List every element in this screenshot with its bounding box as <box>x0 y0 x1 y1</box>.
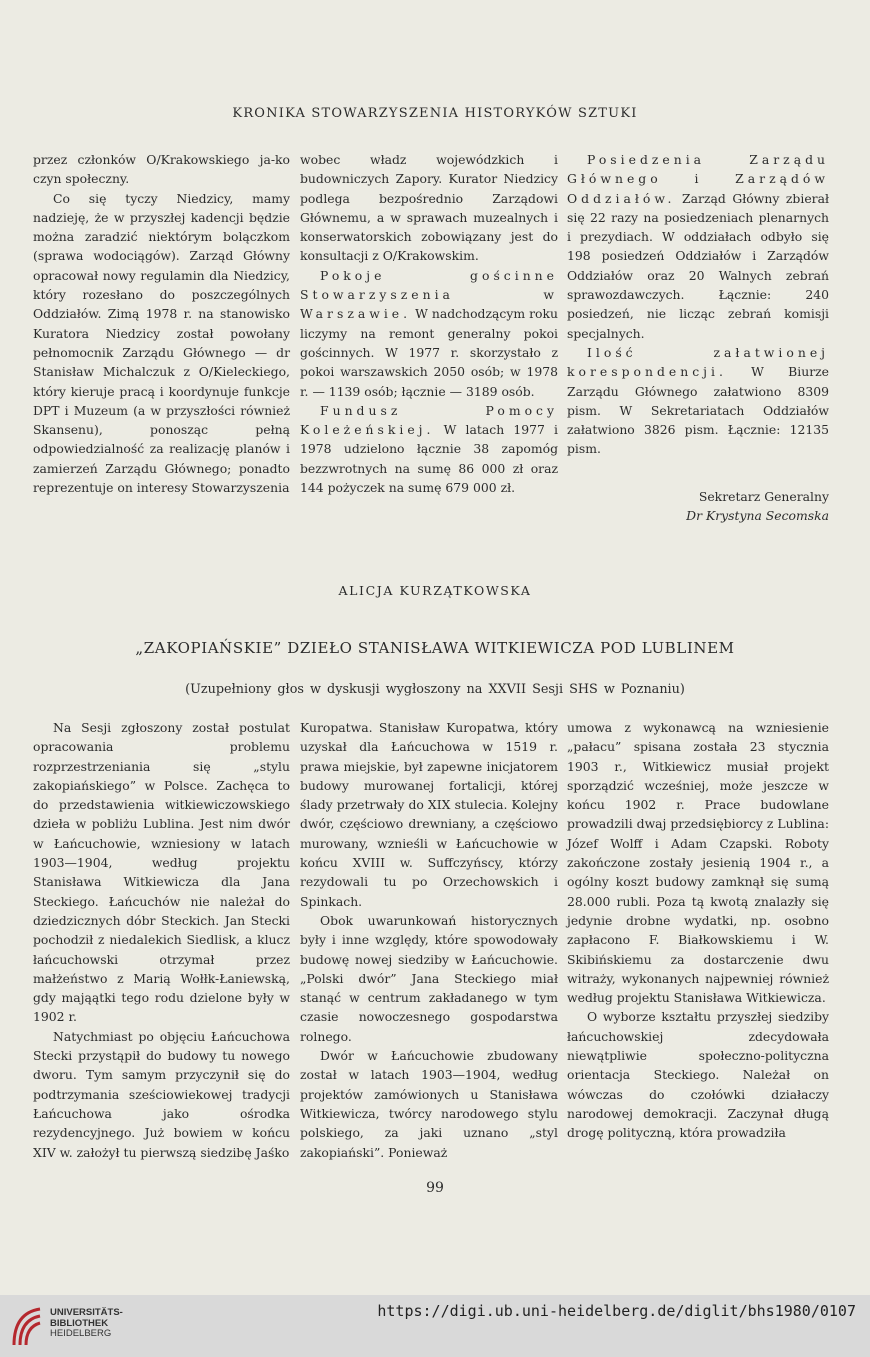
section-text: W nadchodzącym roku liczymy na remont generalny pokoi gościnnych. W 1977 r. skorzystało z pokoi warszawskich 2050 osób; w 1978 r. — 1139 osób; łącznie — 3189 osób. <box>300 306 558 399</box>
article-paragraph: Na Sesji zgłoszony został postulat opracowania problemu rozprzestrzeniania się „stylu zakopiańskiego” w Polsce. Zachęca to do przedstawienia witkiewiczowskiego dzieła w pobliżu Lublina. Jest nim dwór w Łańcuchowie, wzniesiony w latach 1903—1904, według projektu Stanisława Witkiewicza dla Jana Steckiego. Łańcuchów nie należał do dziedzicznych dóbr Steckich. Jan Stecki pochodził z niedalekich Siedlisk, a klucz łańcuchowski otrzymał przez małżeństwo z Marią Wołłk-Łaniewską, gdy mająątki tego rodu dzielone były w 1902 r. <box>33 720 290 1025</box>
section-heading: Fundusz Pomocy Koleżeńskiej. <box>300 402 558 438</box>
report-paragraph: Co się tyczy Niedzicy, mamy nadzieję, że w przyszłej kadencji będzie można zaradzić niektórym bolączkom (sprawa wodociągów). Zarząd Główny opracował nowy regulamin dla Niedzicy, który rozesłano do poszczególnych Oddziałów. Zimą 1978 r. na stanowisko Kuratora Niedzicy został powołany pełnomocnik Zarządu Głównego — dr Stanisław Michalczuk z O/Kieleckiego, który kieruje pracą i koordynuje funkcje DPT i Muzeum (a w przyszłości również Skansenu), ponosząc pełną odpowiedzialność za realizację planów i zamierzeń Zarządu Głównego; ponadto reprezentuje on interesy Stowarzyszenia <box>33 190 290 496</box>
signature-name: Dr Krystyna Secomska <box>686 508 829 524</box>
report-column-1 <box>33 150 290 497</box>
article-column-2 <box>300 718 558 1162</box>
viewer-footer <box>0 1295 870 1357</box>
running-head: KRONIKA STOWARZYSZENIA HISTORYKÓW SZTUKI <box>232 106 638 121</box>
article-paragraph: Kuropatwa. Stanisław Kuropatwa, który uzyskał dla Łańcuchowa w 1519 r. prawa miejskie, był zapewne inicjatorem budowy murowanej fortalicji, której ślady przetrwały do XIX stulecia. Kolejny dwór, częściowo drewniany, a częściowo murowany, wznieśli w Łańcuchowie w końcu XVIII w. Suffczyńscy, którzy rezydowali tu po Orzechowskich i Spinkach. <box>300 720 558 909</box>
report-paragraph <box>567 343 829 459</box>
report-paragraph <box>300 266 558 401</box>
logo-arcs <box>14 1309 40 1345</box>
article-title: „ZAKOPIAŃSKIE” DZIEŁO STANISŁAWA WITKIEWICZA POD LUBLINEM <box>135 639 735 657</box>
section-text: Zarząd Główny zbierał się 22 razy na posiedzeniach plenarnych i prezydiach. W oddziałach odbyło się 198 posiedzeń Oddziałów i Zarządów Oddziałów oraz 20 Walnych zebrań sprawozdawczych. Łącznie: 240 posiedzeń, nie licząc zebrań komisji specjalnych. <box>567 190 829 341</box>
article-author: ALICJA KURZĄTKOWSKA <box>338 583 532 598</box>
section-heading: Ilość załatwionej korespondencji. <box>567 344 829 380</box>
section-heading: Posiedzenia Zarządu Głównego i Zarządów Oddziałów. <box>567 152 829 206</box>
article-subtitle: (Uzupełniony głos w dyskusji wygłoszony na XXVII Sesji SHS w Poznaniu) <box>185 682 685 697</box>
library-name: UNIVERSITÄTS- BIBLIOTHEK HEIDELBERG <box>50 1307 123 1339</box>
university-library-logo-icon <box>10 1305 44 1347</box>
article-paragraph: O wyborze kształtu przyszłej siedziby łańcuchowskiej zdecydowała niewątpliwie społeczno-polityczna orientacja Steckiego. Należał on wówczas do czołówki działaczy narodowej demokracji. Zaczynał długą drogę polityczną, która prowadziła <box>567 1009 829 1141</box>
page-number: 99 <box>426 1180 444 1196</box>
permalink-url[interactable]: https://digi.ub.uni-heidelberg.de/diglit/bhs1980/0107 <box>377 1302 856 1320</box>
article-column-1 <box>33 718 290 1162</box>
section-text: W latach 1977 i 1978 udzielono łącznie 38 zapomóg bezzwrotnych na sumę 86 000 zł oraz 144 pożyczek na sumę 679 000 zł. <box>300 422 558 496</box>
signature-role: Sekretarz Generalny <box>698 488 829 504</box>
article-paragraph: Dwór w Łańcuchowie zbudowany został w latach 1903—1904, według projektów zamówionych u Stanisława Witkiewicza, twórcy narodowego stylu polskiego, za jaki uznano „styl zakopiański”. Ponieważ <box>300 1048 558 1160</box>
logo-arc <box>26 1323 40 1345</box>
article-paragraph: Natychmiast po objęciu Łańcuchowa Stecki przystąpił do budowy tu nowego dworu. Tym samym przyczynił się do podtrzymania sześciowiekowej tradycji Łańcuchowa jako ośrodka rezydencyjnego. Już bowiem w końcu XIV w. założył tu pierwszą siedzibę Jaśko <box>33 1028 290 1160</box>
section-heading: Pokoje gościnne Stowarzyszenia w Warszawie. <box>300 267 558 322</box>
article-paragraph: Obok uwarunkowań historycznych były i inne względy, które spowodowały budowę nowej siedziby w Łańcuchowie. „Polski dwór” Jana Steckiego miał stanąć w centrum zakładanego w tym czasie nowoczesnego gospodarstwa rolnego. <box>300 912 558 1044</box>
report-paragraph: przez członków O/Krakowskiego ja-ko czyn społeczny. <box>33 152 290 187</box>
report-paragraph: wobec władz wojewódzkich i budowniczych Zapory. Kurator Niedzicy podlega bezpośrednio Zarządowi Głównemu, a w sprawach muzealnych i konserwatorskich zobowiązany jest do konsultacji z O/Krakowskim. <box>300 152 558 264</box>
report-column-3 <box>567 150 829 525</box>
report-paragraph <box>567 150 829 343</box>
article-column-3 <box>567 718 829 1143</box>
report-paragraph <box>300 401 558 497</box>
section-text: W Biurze Zarządu Głównego załatwiono 8309 pism. W Sekretariatach Oddziałów załatwiono 3826 pism. Łącznie: 12135 pism. <box>567 364 829 457</box>
report-column-2 <box>300 150 558 497</box>
signature-block <box>567 487 829 526</box>
article-paragraph: umowa z wykonawcą na wzniesienie „pałacu” spisana została 23 stycznia 1903 r., Witkiewicz musiał projekt sporządzić wcześniej, może jeszcze w końcu 1902 r. Prace budowlane prowadzili dwaj przedsiębiorcy z Lublina: Józef Wolff i Adam Czapski. Roboty zakończone zostały jesienią 1904 r., a ogólny koszt budowy zamknął się sumą 28.000 rubli. Poza tą kwotą znalazły się jedynie drobne wydatki, np. osobno zapłacono F. Białkowskiemu i W. Skibińskiemu za dostarczenie dwu witraży, wykonanych najpewniej również według projektu Stanisława Witkiewicza. <box>567 720 829 1006</box>
